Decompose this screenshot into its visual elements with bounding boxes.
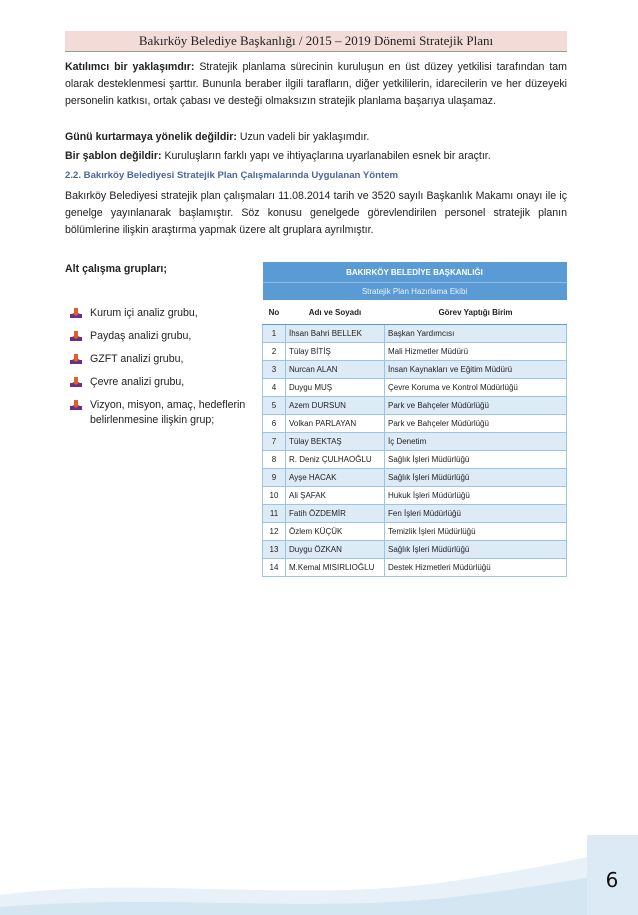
list-item: [70, 329, 270, 344]
cell-unit: Hukuk İşleri Müdürlüğü: [385, 487, 567, 505]
column-header-unit: Görev Yaptığı Birim: [385, 300, 567, 325]
table-row: [263, 469, 567, 487]
table-title: BAKIRKÖY BELEDİYE BAŞKANLIĞI: [263, 262, 567, 283]
column-header-name: Adı ve Soyadı: [286, 300, 385, 325]
cell-unit: İnsan Kaynakları ve Eğitim Müdürü: [385, 361, 567, 379]
cell-unit: Park ve Bahçeler Müdürlüğü: [385, 415, 567, 433]
table-row: [263, 433, 567, 451]
arrow-bullet-icon: [70, 377, 82, 388]
cell-no: 10: [263, 487, 286, 505]
list-item-label: GZFT analizi grubu,: [90, 353, 184, 365]
cell-name: İhsan Bahri BELLEK: [286, 325, 385, 343]
cell-name: Fatih ÖZDEMİR: [286, 505, 385, 523]
cell-name: Özlem KÜÇÜK: [286, 523, 385, 541]
cell-name: Nurcan ALAN: [286, 361, 385, 379]
list-item-label: Kurum içi analiz grubu,: [90, 307, 198, 319]
cell-unit: Temizlik İşleri Müdürlüğü: [385, 523, 567, 541]
arrow-bullet-icon: [70, 400, 82, 411]
list-item: [70, 352, 270, 367]
cell-name: Tülay BİTİŞ: [286, 343, 385, 361]
paragraph-label: Günü kurtarmaya yönelik değildir:: [65, 131, 237, 143]
arrow-bullet-icon: [70, 354, 82, 365]
cell-no: 13: [263, 541, 286, 559]
table-row: [263, 343, 567, 361]
cell-unit: Sağlık İşleri Müdürlüğü: [385, 451, 567, 469]
table-subtitle: Stratejik Plan Hazırlama Ekibi: [263, 283, 567, 301]
page-header: Bakırköy Belediye Başkanlığı / 2015 – 2019 Dönemi Stratejik Planı: [65, 31, 567, 52]
cell-no: 12: [263, 523, 286, 541]
subgroups-list: [70, 306, 270, 436]
cell-no: 4: [263, 379, 286, 397]
column-header-no: No: [263, 300, 286, 325]
list-item-label: Paydaş analizi grubu,: [90, 330, 192, 342]
table-row: [263, 361, 567, 379]
cell-no: 5: [263, 397, 286, 415]
cell-no: 11: [263, 505, 286, 523]
section-text: Bakırköy Belediyesi stratejik plan çalışmaları 11.08.2014 tarih ve 3520 sayılı Başkanlık Makamı onayı ile iç genelge yayınlanarak başlamıştır. Söz konusu genelgede görevlendirilen personel stratejik planın bölümlerine ilişkin araştırma yapmak üzere alt gruplara ayrılmıştır.: [65, 190, 567, 236]
cell-unit: Sağlık İşleri Müdürlüğü: [385, 469, 567, 487]
list-item: [70, 375, 270, 390]
arrow-bullet-icon: [70, 308, 82, 319]
cell-name: Azem DURSUN: [286, 397, 385, 415]
cell-name: Ayşe HACAK: [286, 469, 385, 487]
cell-name: Tülay BEKTAŞ: [286, 433, 385, 451]
table-title-row: [263, 262, 567, 283]
cell-unit: Çevre Koruma ve Kontrol Müdürlüğü: [385, 379, 567, 397]
cell-unit: Park ve Bahçeler Müdürlüğü: [385, 397, 567, 415]
cell-unit: Mali Hizmetler Müdürü: [385, 343, 567, 361]
footer-wave-decoration: [0, 835, 638, 915]
cell-no: 2: [263, 343, 286, 361]
table-subtitle-row: [263, 283, 567, 301]
team-table: [262, 262, 567, 577]
arrow-bullet-icon: [70, 331, 82, 342]
list-item-label: Vizyon, misyon, amaç, hedeflerin belirlenmesine ilişkin grup;: [90, 399, 246, 426]
table-row: [263, 379, 567, 397]
cell-no: 6: [263, 415, 286, 433]
cell-unit: Başkan Yardımcısı: [385, 325, 567, 343]
table-row: [263, 523, 567, 541]
table-row: [263, 451, 567, 469]
cell-no: 1: [263, 325, 286, 343]
table-row: [263, 397, 567, 415]
paragraph-text: Stratejik planlama sürecinin kuruluşun en üst düzey yetkilisi tarafından tam olarak desteklenmesi şarttır. Bununla beraber ilgili tarafların, diğer yetkililerin, idarecilerin ve her düzeyeki personelin katkısı, ortak çabası ve desteği olmaksızın stratejik planlama başarıya ulaşamaz.: [65, 61, 567, 107]
cell-no: 7: [263, 433, 286, 451]
paragraph-long-term: [65, 129, 567, 146]
table-row: [263, 559, 567, 577]
paragraph-participatory: [65, 59, 567, 110]
cell-unit: Destek Hizmetleri Müdürlüğü: [385, 559, 567, 577]
cell-unit: Fen İşleri Müdürlüğü: [385, 505, 567, 523]
table-row: [263, 505, 567, 523]
paragraph-text: Uzun vadeli bir yaklaşımdır.: [236, 131, 370, 143]
table-header-row: [263, 300, 567, 325]
cell-name: Volkan PARLAYAN: [286, 415, 385, 433]
section-title: 2.2. Bakırköy Belediyesi Stratejik Plan Çalışmalarında Uygulanan Yöntem: [65, 170, 399, 181]
list-item-label: Çevre analizi grubu,: [90, 376, 185, 388]
table-row: [263, 487, 567, 505]
cell-no: 8: [263, 451, 286, 469]
paragraph-label: Bir şablon değildir:: [65, 150, 162, 162]
paragraph-label: Katılımcı bir yaklaşımdır:: [65, 61, 195, 73]
list-item: [70, 306, 270, 321]
paragraph-text: Kuruluşların farklı yapı ve ihtiyaçlarına uyarlanabilen esnek bir araçtır.: [161, 150, 491, 162]
subgroups-title: Alt çalışma grupları;: [65, 263, 167, 275]
team-table-container: [262, 262, 567, 577]
cell-name: Duygu ÖZKAN: [286, 541, 385, 559]
page-number: 6: [605, 868, 619, 892]
cell-name: Duygu MUŞ: [286, 379, 385, 397]
cell-name: R. Deniz ÇULHAOĞLU: [286, 451, 385, 469]
table-body: [263, 325, 567, 577]
table-row: [263, 541, 567, 559]
cell-name: Ali ŞAFAK: [286, 487, 385, 505]
cell-no: 9: [263, 469, 286, 487]
paragraph-template: [65, 148, 567, 165]
list-item: [70, 398, 270, 428]
cell-no: 3: [263, 361, 286, 379]
table-row: [263, 415, 567, 433]
cell-unit: Sağlık İşleri Müdürlüğü: [385, 541, 567, 559]
cell-no: 14: [263, 559, 286, 577]
table-row: [263, 325, 567, 343]
cell-name: M.Kemal MISIRLIOĞLU: [286, 559, 385, 577]
cell-unit: İç Denetim: [385, 433, 567, 451]
